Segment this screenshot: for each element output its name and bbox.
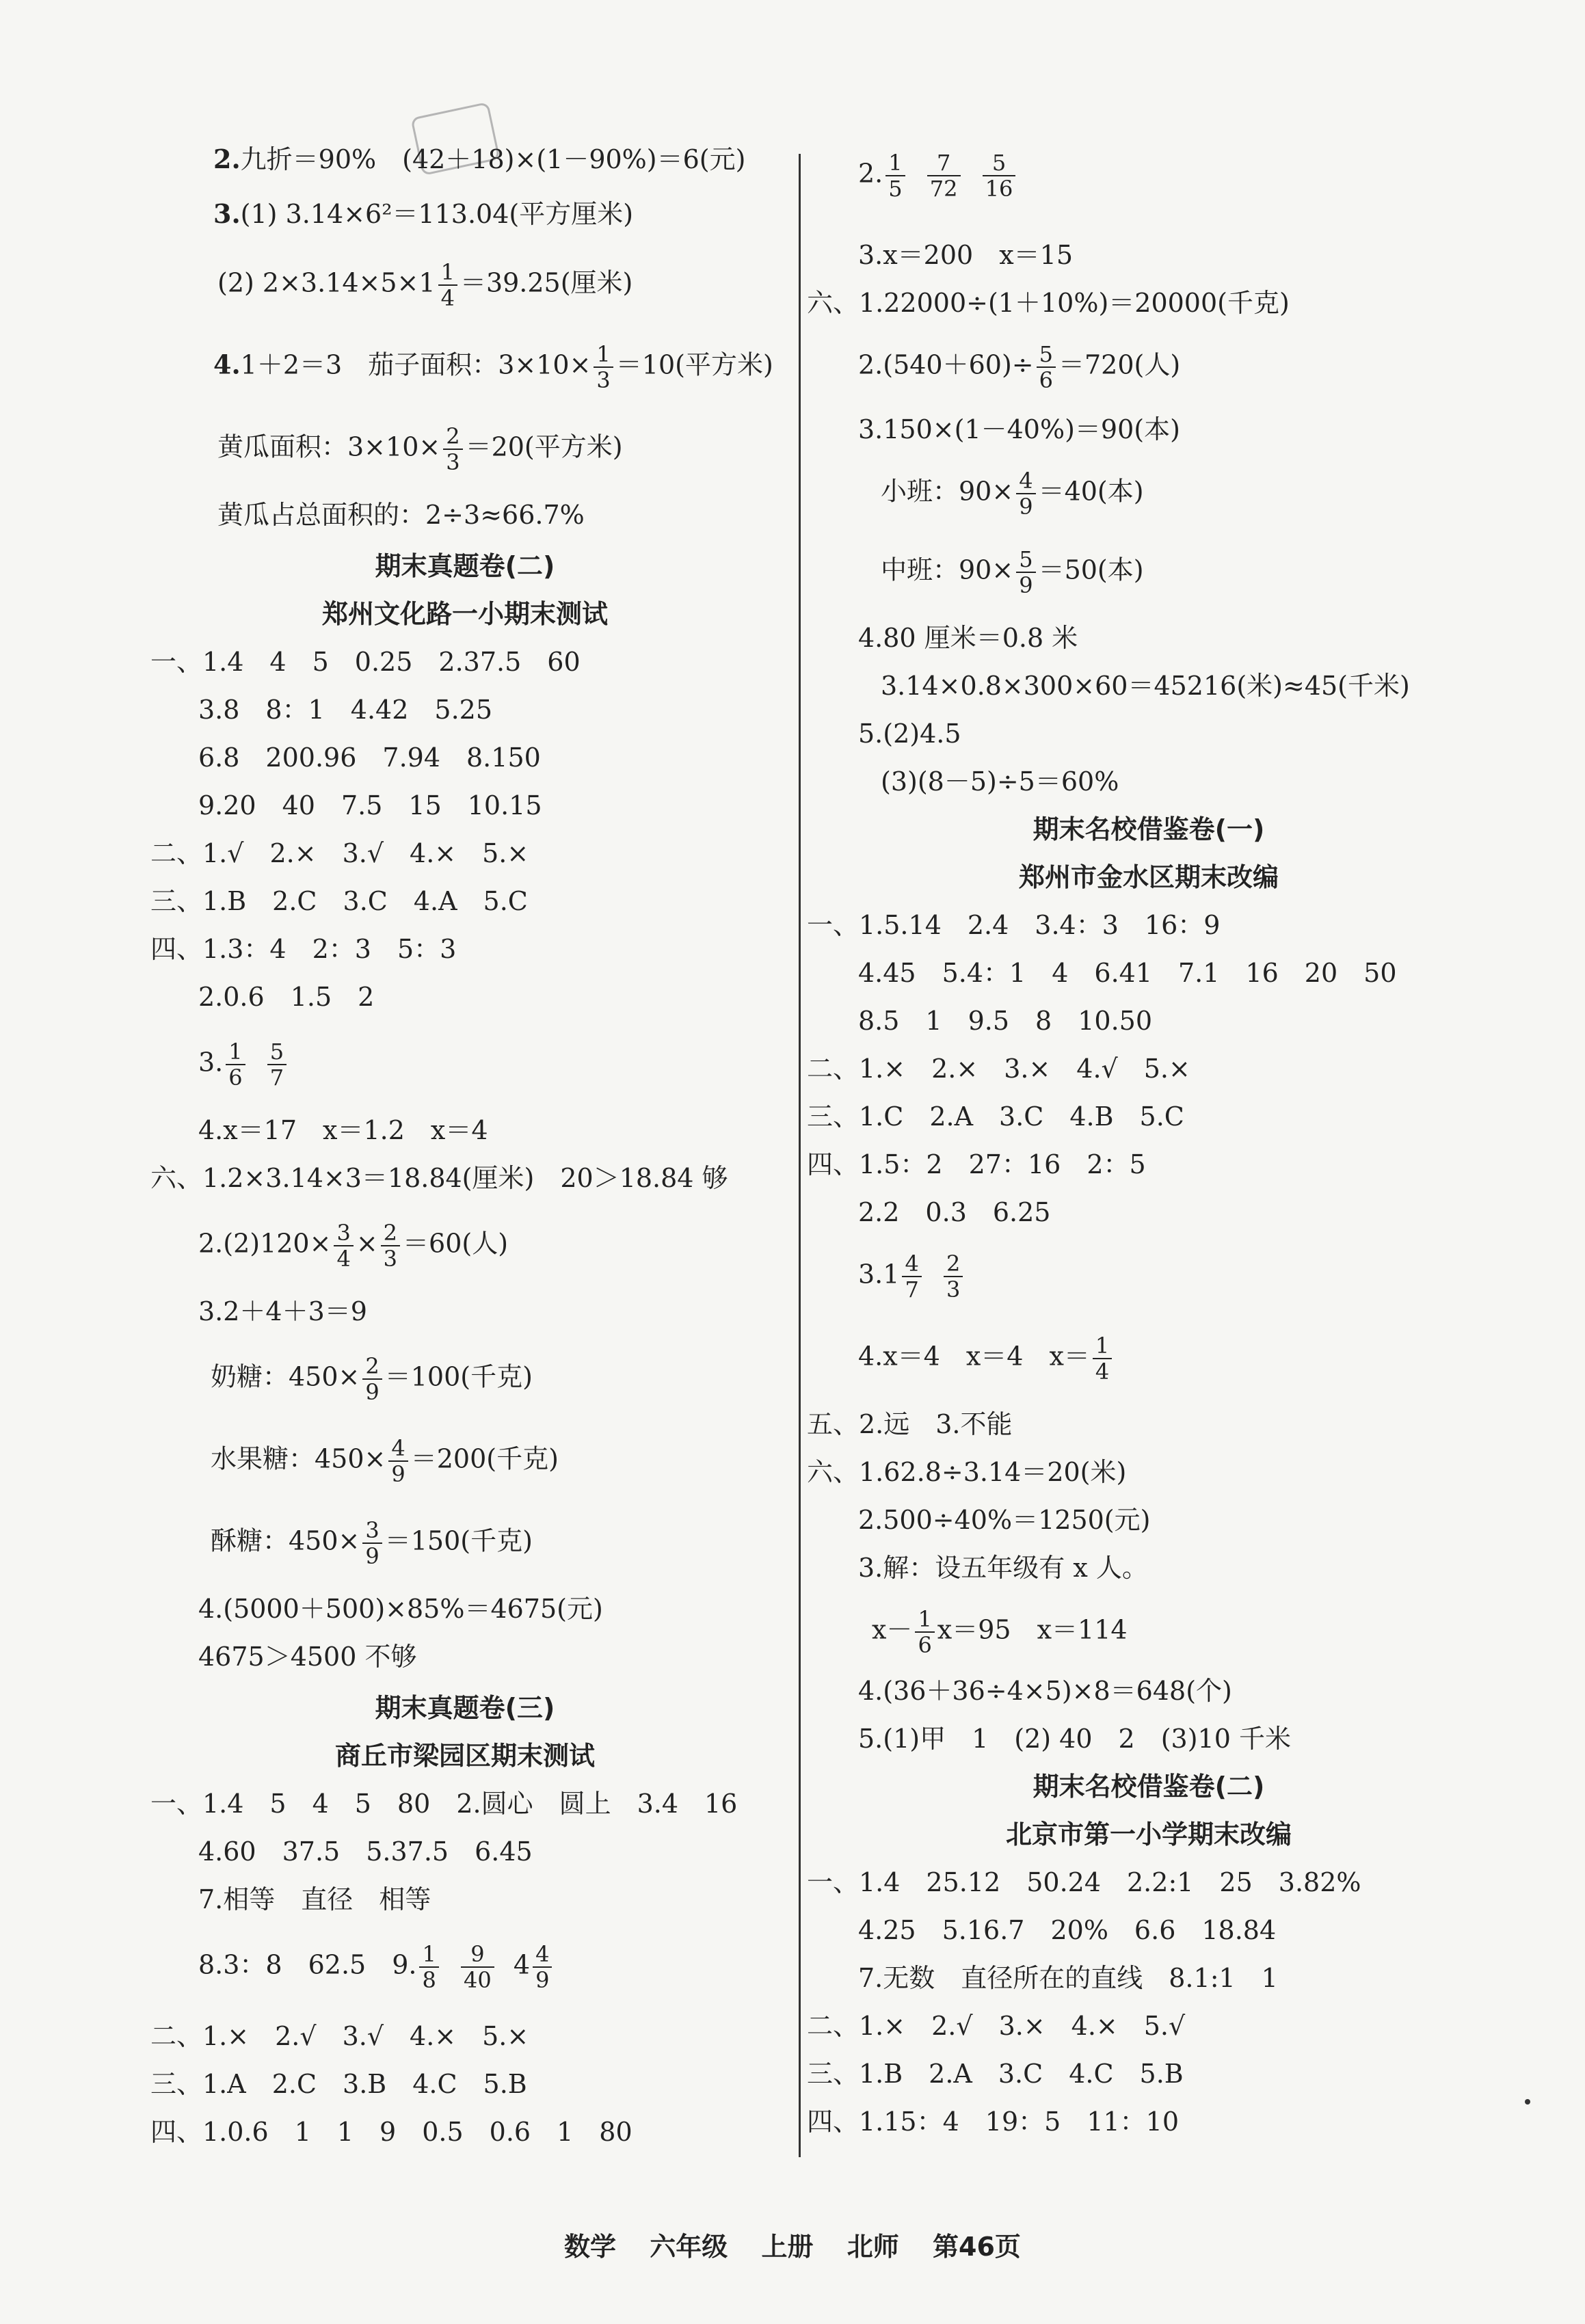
answer-line: 2.(2)120× $\frac{3}{4}$ × $\frac{2}{3}$ ＝60(人): [198, 1220, 509, 1272]
fraction: $\frac{4}{7}$: [902, 1251, 921, 1302]
answer-line: 4.x＝17 x＝1.2 x＝4: [198, 1115, 488, 1145]
answer-line: 4.1＋2＝3 茄子面积：3×10× $\frac{1}{3}$ ＝10(平方米): [213, 341, 773, 393]
answer-line: 6.8 200.96 7.94 8.150: [198, 743, 541, 773]
answer-line: 3.2＋4＋3＝9: [198, 1296, 367, 1326]
answer-line: 一、1.4 5 4 5 80 2.圆心 圆上 3.4 16: [150, 1789, 738, 1819]
footer-edition: 北师: [847, 2232, 899, 2262]
fraction: $\frac{5}{9}$: [1016, 547, 1035, 598]
print-dot: [1525, 2099, 1530, 2105]
answer-line: 三、1.C 2.A 3.C 4.B 5.C: [807, 1101, 1184, 1132]
fraction: $\frac{2}{3}$: [381, 1220, 400, 1271]
answer-line: 5.(1)甲 1 (2) 40 2 (3)10 千米: [858, 1724, 1291, 1754]
answer-line: 中班：90× $\frac{5}{9}$ ＝50(本): [881, 546, 1144, 598]
answer-line: 四、1.0.6 1 1 9 0.5 0.6 1 80: [150, 2117, 632, 2147]
section-subtitle: 北京市第一小学期末改编: [1005, 1819, 1292, 1849]
fraction: $\frac{2}{3}$: [443, 424, 462, 475]
answer-line: 一、1.4 4 5 0.25 2.37.5 60: [150, 647, 581, 677]
answer-line: 三、1.B 2.A 3.C 4.C 5.B: [807, 2059, 1184, 2089]
fraction: $\frac{7}{72}$: [927, 150, 961, 201]
answer-line: (3)(8－5)÷5＝60%: [881, 766, 1119, 797]
fraction: $\frac{2}{9}$: [362, 1354, 382, 1404]
fraction: $\frac{3}{4}$: [334, 1220, 353, 1271]
fraction: $\frac{1}{6}$: [226, 1039, 245, 1090]
answer-line: 8.5 1 9.5 8 10.50: [858, 1006, 1153, 1036]
section-title: 期末真题卷(二): [375, 551, 555, 581]
answer-line: 四、1.5：2 27：16 2：5: [807, 1149, 1146, 1179]
answer-line: 四、1.15：4 19：5 11：10: [807, 2107, 1180, 2137]
answer-line: 小班：90× $\frac{4}{9}$ ＝40(本): [881, 468, 1144, 520]
answer-line: 二、1.× 2.√ 3.√ 4.× 5.×: [150, 2021, 529, 2051]
answer-line: 3.150×(1－40%)＝90(本): [858, 414, 1180, 444]
answer-line: 2. $\frac{1}{5}$ $\frac{7}{72}$ $\frac{5}{16}$: [858, 150, 1018, 201]
answer-line: 四、1.3：4 2：3 5：3: [150, 934, 457, 964]
answer-line: 3.1 $\frac{4}{7}$ $\frac{2}{3}$: [858, 1251, 965, 1302]
answer-line: 3.解：设五年级有 x 人。: [858, 1553, 1148, 1583]
section-title: 期末真题卷(三): [375, 1693, 555, 1723]
fraction: $\frac{5}{16}$: [983, 150, 1016, 201]
fraction: $\frac{1}{3}$: [594, 342, 613, 392]
answer-line: 黄瓜面积：3×10× $\frac{2}{3}$ ＝20(平方米): [217, 423, 623, 475]
answer-line: 4.60 37.5 5.37.5 6.45: [198, 1837, 533, 1867]
answer-line: 六、1.62.8÷3.14＝20(米): [807, 1457, 1127, 1487]
footer-volume: 上册: [761, 2232, 814, 2262]
answer-line: 4675＞4500 不够: [198, 1642, 417, 1672]
fraction: $\frac{4}{9}$: [1016, 468, 1035, 519]
fraction: $\frac{5}{6}$: [1037, 342, 1056, 392]
answer-line: 2.500÷40%＝1250(元): [858, 1505, 1151, 1535]
answer-line: x－ $\frac{1}{6}$ x＝95 x＝114: [872, 1606, 1128, 1658]
answer-line: 一、1.5.14 2.4 3.4：3 16：9: [807, 910, 1221, 940]
answer-line: 7.相等 直径 相等: [198, 1884, 431, 1914]
answer-line: 5.(2)4.5: [858, 719, 961, 749]
answer-line: 4.25 5.16.7 20% 6.6 18.84: [858, 1915, 1277, 1945]
answer-line: 六、1.2×3.14×3＝18.84(厘米) 20＞18.84 够: [150, 1163, 728, 1193]
column-divider: [799, 154, 801, 2157]
answer-line: 8.3：8 62.5 9. $\frac{1}{8}$ $\frac{9}{40}$ 4 $\frac{4}{9}$: [198, 1942, 555, 1992]
fraction: $\frac{4}{9}$: [533, 1942, 552, 1992]
fraction: $\frac{1}{5}$: [885, 150, 905, 201]
answer-line: 水果糖：450× $\frac{4}{9}$ ＝200(千克): [211, 1435, 559, 1487]
section-title: 期末名校借鉴卷(二): [1033, 1772, 1265, 1802]
answer-line: 2.(540＋60)÷ $\frac{5}{6}$ ＝720(人): [858, 341, 1181, 393]
answer-line: 2.0.6 1.5 2: [198, 982, 375, 1012]
answer-line: 三、1.A 2.C 3.B 4.C 5.B: [150, 2069, 527, 2099]
section-subtitle: 商丘市梁园区期末测试: [334, 1741, 595, 1771]
fraction: $\frac{4}{9}$: [388, 1436, 408, 1486]
answer-line: 2.2 0.3 6.25: [858, 1197, 1051, 1227]
fraction: $\frac{1}{4}$: [438, 260, 457, 310]
fraction: $\frac{1}{6}$: [915, 1607, 934, 1657]
answer-line: 2.九折＝90% (42＋18)×(1－90%)＝6(元): [213, 144, 746, 174]
answer-line: 4.80 厘米＝0.8 米: [858, 623, 1078, 653]
answer-line: 4.(5000＋500)×85%＝4675(元): [198, 1594, 603, 1624]
footer-subject: 数学: [564, 2232, 617, 2262]
section-subtitle: 郑州市金水区期末改编: [1018, 862, 1279, 892]
answer-line: (2) 2×3.14×5×1 $\frac{1}{4}$ ＝39.25(厘米): [217, 259, 633, 311]
fraction: $\frac{1}{8}$: [419, 1942, 438, 1992]
answer-line: 三、1.B 2.C 3.C 4.A 5.C: [150, 886, 528, 916]
answer-line: 一、1.4 25.12 50.24 2.2:1 25 3.82%: [807, 1867, 1361, 1897]
answer-line: 9.20 40 7.5 15 10.15: [198, 790, 542, 820]
answer-line: 六、1.22000÷(1＋10%)＝20000(千克): [807, 288, 1290, 318]
answer-line: 二、1.√ 2.× 3.√ 4.× 5.×: [150, 838, 529, 868]
answer-line: 3. $\frac{1}{6}$ $\frac{5}{7}$: [198, 1039, 289, 1090]
answer-line: 3.8 8：1 4.42 5.25: [198, 695, 493, 725]
answer-line: 4.45 5.4：1 4 6.41 7.1 16 20 50: [858, 958, 1397, 988]
page-footer: [0, 2226, 1585, 2263]
answer-line: 奶糖：450× $\frac{2}{9}$ ＝100(千克): [211, 1353, 533, 1405]
fraction: $\frac{9}{40}$: [461, 1942, 494, 1992]
section-subtitle: 郑州文化路一小期末测试: [321, 599, 608, 629]
answer-line: 二、1.× 2.× 3.× 4.√ 5.×: [807, 1054, 1190, 1084]
answer-line: 7.无数 直径所在的直线 8.1:1 1: [858, 1963, 1278, 1993]
fraction: $\frac{5}{7}$: [267, 1039, 287, 1090]
answer-line: 酥糖：450× $\frac{3}{9}$ ＝150(千克): [211, 1517, 533, 1569]
answer-line: 4.x＝4 x＝4 x＝ $\frac{1}{4}$: [858, 1333, 1115, 1384]
answer-line: 二、1.× 2.√ 3.× 4.× 5.√: [807, 2011, 1186, 2041]
answer-line: 3.14×0.8×300×60＝45216(米)≈45(千米): [881, 671, 1410, 701]
answer-line: 3.x＝200 x＝15: [858, 240, 1074, 270]
fraction: $\frac{1}{4}$: [1093, 1333, 1112, 1384]
fraction: $\frac{2}{3}$: [944, 1251, 963, 1302]
section-title: 期末名校借鉴卷(一): [1033, 814, 1265, 844]
answer-line: 3.(1) 3.14×6²＝113.04(平方厘米): [213, 198, 634, 229]
footer-grade: 六年级: [650, 2232, 728, 2262]
answer-line: 黄瓜占总面积的：2÷3≈66.7%: [217, 500, 585, 530]
answer-line: 4.(36＋36÷4×5)×8＝648(个): [858, 1676, 1232, 1706]
answer-line: 五、2.远 3.不能: [807, 1409, 1013, 1439]
footer-page-number: 第46页: [933, 2232, 1021, 2262]
fraction: $\frac{3}{9}$: [362, 1518, 382, 1568]
